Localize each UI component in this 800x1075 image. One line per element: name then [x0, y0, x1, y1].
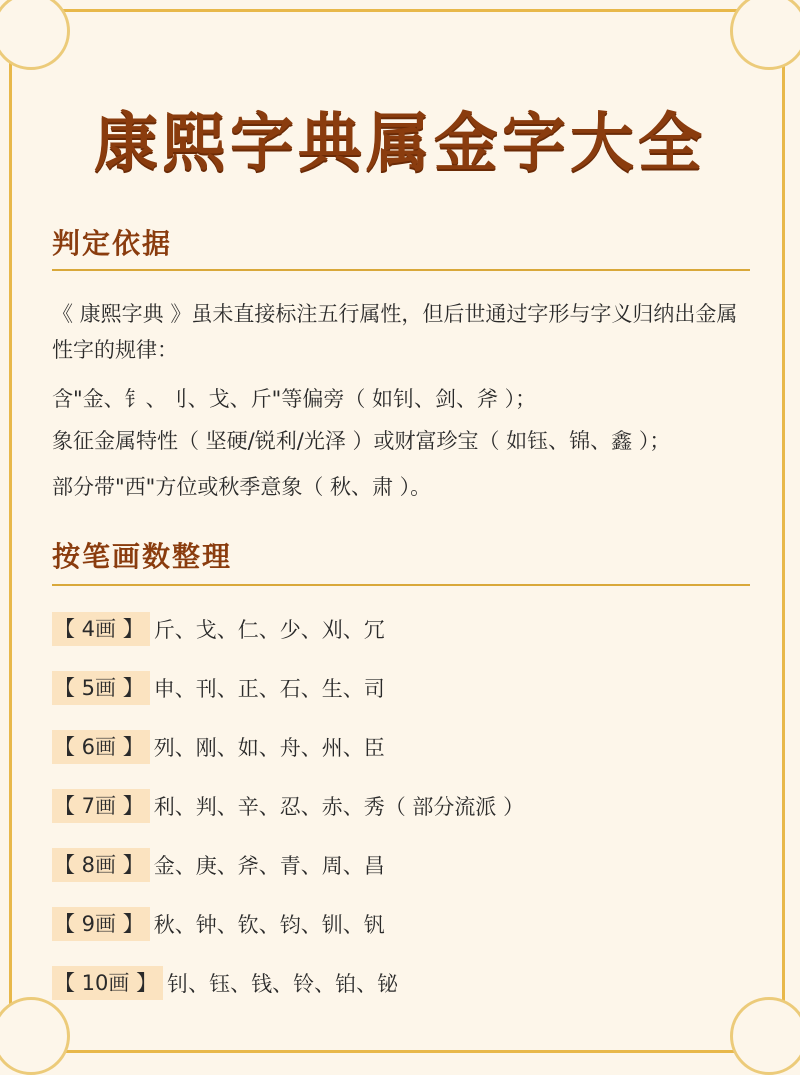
- stroke-row-10: [52, 966, 398, 1000]
- stroke-row-9: [52, 907, 385, 941]
- page-title: 康熙字典属金字大全: [94, 107, 706, 181]
- stroke-row-7: [52, 789, 524, 823]
- corner-ornament-bottom-left: [0, 997, 70, 1075]
- stroke-badge: 【 4画 】: [52, 612, 150, 646]
- section-divider-basis: [52, 269, 750, 271]
- stroke-row-4: [52, 612, 385, 646]
- stroke-chars: 钊、钰、钱、铃、铂、铋: [167, 972, 399, 996]
- corner-ornament-bottom-right: [730, 997, 800, 1075]
- stroke-chars: 金、庚、斧、青、周、昌: [153, 854, 385, 878]
- basis-rule-2: 象征金属特性（ 坚硬/锐利/光泽 ）或财富珍宝（ 如钰、锦、鑫 ）；: [52, 429, 671, 453]
- stroke-badge: 【 10画 】: [52, 966, 163, 1000]
- stroke-chars: 申、刊、正、石、生、司: [153, 677, 385, 701]
- stroke-chars: 秋、钟、钦、钧、钏、钒: [153, 913, 385, 937]
- stroke-badge: 【 6画 】: [52, 730, 150, 764]
- section-title-basis: 判定依据: [52, 227, 173, 260]
- stroke-chars: 列、刚、如、舟、州、臣: [153, 736, 385, 760]
- section-title-strokes: 按笔画数整理: [52, 540, 233, 573]
- stroke-badge: 【 5画 】: [52, 671, 150, 705]
- stroke-badge: 【 8画 】: [52, 848, 150, 882]
- basis-intro: 《 康熙字典 》虽未直接标注五行属性，但后世通过字形与字义归纳出金属性字的规律：: [52, 302, 738, 362]
- stroke-row-6: [52, 730, 385, 764]
- stroke-chars: 利、判、辛、忍、赤、秀（ 部分流派 ）: [153, 795, 525, 819]
- basis-rule-3: 部分带"西"方位或秋季意象（ 秋、肃 ）。: [52, 475, 432, 499]
- stroke-badge: 【 7画 】: [52, 789, 150, 823]
- stroke-chars: 斤、戈、仁、少、刈、冗: [153, 618, 385, 642]
- stroke-row-5: [52, 671, 385, 705]
- basis-rule-1: 含"金、钅、刂、戈、斤"等偏旁（ 如钊、剑、斧 ）；: [52, 387, 537, 411]
- stroke-badge: 【 9画 】: [52, 907, 150, 941]
- stroke-row-8: [52, 848, 385, 882]
- section-divider-strokes: [52, 584, 750, 586]
